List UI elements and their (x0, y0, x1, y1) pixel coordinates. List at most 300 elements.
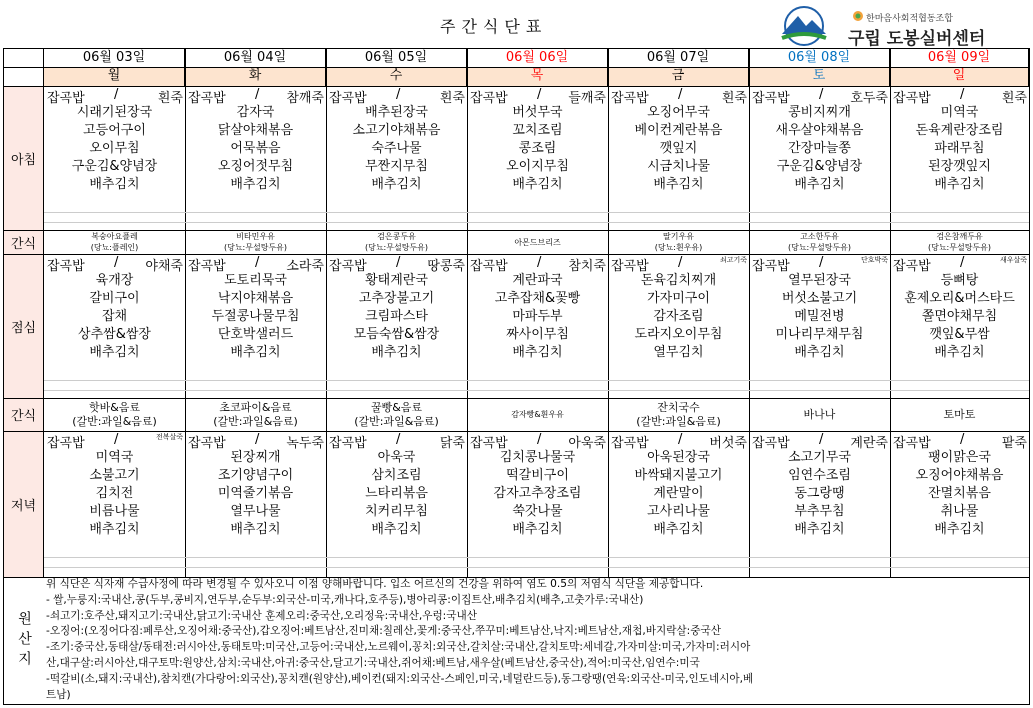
snack-note: (당뇨:무설탕두유) (787, 243, 852, 252)
row-divider (4, 86, 1029, 87)
rice-label: 잡곡밥 (470, 259, 508, 274)
dish-item: 배추김치 (512, 345, 563, 360)
dish-item: 임연수조림 (788, 468, 851, 483)
dish-item: 고등어구이 (83, 123, 146, 138)
dish-item: 잔멸치볶음 (928, 486, 991, 501)
snack-name: 아몬드브리즈 (514, 237, 561, 247)
dish-item: 조기양념구이 (217, 468, 294, 483)
rice-label: 잡곡밥 (47, 259, 85, 274)
lunch-menu-cell (185, 254, 326, 362)
snack-name: 고소한두유 (800, 232, 839, 241)
porridge-label: 계란죽 (850, 436, 888, 451)
dinner-rice-line (890, 431, 1029, 449)
porridge-label: 팥죽 (1001, 436, 1027, 451)
dish-item: 배추김치 (89, 345, 140, 360)
weekday-cell: 일 (890, 67, 1029, 86)
dish-item: 김치콩나물국 (499, 450, 576, 465)
rice-label: 잡곡밥 (752, 91, 790, 106)
dinner-menu-cell (608, 431, 749, 539)
dish-item: 배추김치 (230, 345, 281, 360)
rice-label: 잡곡밥 (329, 91, 367, 106)
porridge-label: 녹두죽 (286, 436, 324, 451)
dish-item: 오징어무국 (647, 105, 710, 120)
dish-item: 꼬치조림 (512, 123, 563, 138)
coop-logo-icon (852, 10, 864, 22)
snack2-label: 간식 (4, 398, 44, 431)
dish-item: 돈육계란장조림 (915, 123, 1004, 138)
separator: / (396, 255, 401, 270)
dish-item: 시래기된장국 (76, 105, 153, 120)
snack-name: 핫바&음료 (88, 400, 141, 414)
dish-item: 콩비지찌개 (788, 105, 851, 120)
porridge-label: 흰죽 (721, 91, 747, 106)
snack2-cell (467, 398, 608, 431)
rice-label: 잡곡밥 (611, 259, 649, 274)
faint-divider (44, 212, 1030, 213)
dish-item: 소불고기 (89, 468, 140, 483)
porridge-label: 흰죽 (157, 91, 183, 106)
dish-item: 갈비구이 (89, 291, 140, 306)
snack-name: 검은참깨두유 (936, 232, 983, 241)
snack1-cell (890, 230, 1029, 254)
dish-item: 메밀전병 (794, 309, 845, 324)
dish-item: 배추김치 (89, 177, 140, 192)
dish-item: 쑥갓나물 (512, 504, 563, 519)
dish-item: 도토리묵국 (224, 273, 287, 288)
dish-item: 계란말이 (653, 486, 704, 501)
dish-item: 닭살야채볶음 (217, 123, 294, 138)
snack-name: 바나나 (803, 407, 836, 421)
snack2-cell (890, 398, 1029, 431)
date-cell: 06월 03일 (44, 49, 185, 67)
porridge-label: 야채죽 (145, 259, 183, 274)
dinner-menu-cell (749, 431, 890, 539)
dish-item: 버섯소불고기 (781, 291, 858, 306)
separator: / (396, 87, 401, 102)
rice-label: 잡곡밥 (893, 91, 931, 106)
dish-item: 동그랑땡 (794, 486, 845, 501)
snack-note: (갈반:과일&음료) (354, 414, 439, 428)
dish-item: 오징어젓무침 (217, 159, 294, 174)
dish-item: 미역줄기볶음 (217, 486, 294, 501)
snack-name: 감자빵&흰우유 (511, 410, 564, 419)
logo (772, 4, 1032, 49)
separator: / (255, 432, 260, 447)
dish-item: 치커리무침 (365, 504, 428, 519)
dish-item: 모듬숙쌈&쌈장 (353, 327, 440, 342)
separator: / (255, 87, 260, 102)
dinner-menu-cell (326, 431, 467, 539)
rice-label: 잡곡밥 (47, 436, 85, 451)
lunch-rice-line (44, 254, 185, 272)
row-divider (4, 230, 1029, 231)
rice-label: 잡곡밥 (752, 259, 790, 274)
column-divider (608, 49, 609, 577)
origin-body (46, 577, 1026, 703)
dinner-rice-line (749, 431, 890, 449)
snack2-cell (749, 398, 890, 431)
dish-item: 팽이맑은국 (928, 450, 991, 465)
rice-label: 잡곡밥 (611, 91, 649, 106)
dish-item: 간장마늘쫑 (788, 141, 851, 156)
separator: / (960, 432, 965, 447)
separator: / (537, 432, 542, 447)
origin-line: -조기:중국산,동태살/동태전:러시아산,동태토막:미국산,고등어:국내산,노르웨이,꽁치:외국산,갈치살:국내산,갈치토막:세네갈,가자미살:미국,가자미:러시아 (46, 641, 751, 654)
dish-item: 상추쌈&쌈장 (78, 327, 151, 342)
dish-item: 배추김치 (512, 522, 563, 537)
dish-item: 열무나물 (230, 504, 281, 519)
dish-item: 배추김치 (653, 522, 704, 537)
weekday-cell: 토 (749, 67, 890, 86)
dish-item: 쫄면야채무침 (921, 309, 998, 324)
separator: / (114, 255, 119, 270)
dish-item: 김치전 (95, 486, 134, 501)
dish-item: 배추김치 (934, 522, 985, 537)
dish-item: 육개장 (95, 273, 134, 288)
separator: / (819, 87, 824, 102)
dish-item: 배추김치 (371, 177, 422, 192)
dish-item: 구운김&양념장 (776, 159, 863, 174)
center-name: 구립 도봉실버센터 (848, 29, 986, 49)
separator: / (678, 255, 683, 270)
dish-item: 마파두부 (512, 309, 563, 324)
rice-label: 잡곡밥 (893, 436, 931, 451)
dish-item: 비름나물 (89, 504, 140, 519)
dish-item: 감자고추장조림 (493, 486, 582, 501)
dish-item: 배추김치 (371, 345, 422, 360)
dish-item: 가자미구이 (647, 291, 710, 306)
dinner-rice-line (185, 431, 326, 449)
separator: / (114, 87, 119, 102)
rice-label: 잡곡밥 (752, 436, 790, 451)
porridge-label: 호두죽 (850, 91, 888, 106)
dish-item: 바싹돼지불고기 (634, 468, 723, 483)
dish-item: 미역국 (95, 450, 134, 465)
snack-note: (당뇨:무설탕두유) (364, 243, 429, 252)
snack-name: 비타민우유 (236, 232, 275, 241)
column-divider (890, 49, 891, 577)
lunch-menu-cell (44, 254, 185, 362)
dish-item: 배추김치 (653, 177, 704, 192)
rice-label: 잡곡밥 (611, 436, 649, 451)
lunch-rice-line (608, 254, 749, 272)
faint-divider (44, 390, 1030, 391)
separator: / (537, 255, 542, 270)
weekday-cell: 금 (608, 67, 749, 86)
snack-note: (갈반:과일&음료) (213, 414, 298, 428)
origin-line: -오징어:(오징어다짐:페루산,오징어채:중국산),갑오징어:베트남산,진미채:칠레산,꽃게:중국산,쭈꾸미:베트남산,낙지:베트남산,재첩,바지락살:중국산 (46, 625, 721, 638)
snack-name: 잔치국수 (657, 400, 700, 414)
dish-item: 짜사이무침 (506, 327, 569, 342)
breakfast-menu-cell (185, 86, 326, 194)
dish-item: 돈육김치찌개 (640, 273, 717, 288)
snack-note: (당뇨:무설탕두유) (223, 243, 288, 252)
porridge-label: 땅콩죽 (427, 259, 465, 274)
dish-item: 삼치조림 (371, 468, 422, 483)
snack1-label: 간식 (4, 230, 44, 254)
weekday-cell: 화 (185, 67, 326, 86)
dish-item: 고추장불고기 (358, 291, 435, 306)
weekday-row (44, 67, 1030, 86)
snack-name: 꿀빵&음료 (370, 400, 423, 414)
dish-item: 콩조림 (518, 141, 557, 156)
porridge-label: 참치죽 (568, 259, 606, 274)
lunch-rice-line (467, 254, 608, 272)
dinner-rice-line (467, 431, 608, 449)
dish-item: 아욱국 (377, 450, 416, 465)
rice-label: 잡곡밥 (188, 259, 226, 274)
dinner-label: 저녁 (4, 431, 44, 577)
breakfast-menu-cell (749, 86, 890, 194)
breakfast-menu-cell (467, 86, 608, 194)
weekday-cell: 목 (467, 67, 608, 86)
dish-item: 잡채 (101, 309, 128, 324)
snack1-cell (326, 230, 467, 254)
snack1-cell (467, 230, 608, 254)
snack-name: 검은콩두유 (377, 232, 416, 241)
dish-item: 된장찌개 (230, 450, 281, 465)
dish-item: 떡갈비구이 (506, 468, 569, 483)
dish-item: 버섯무국 (512, 105, 563, 120)
dish-item: 배추김치 (934, 345, 985, 360)
separator: / (960, 255, 965, 270)
origin-notes (4, 577, 1029, 704)
mountain-logo-icon (774, 6, 834, 46)
breakfast-rice-line (185, 86, 326, 104)
breakfast-label: 아침 (4, 86, 44, 230)
weekday-cell: 수 (326, 67, 467, 86)
dish-item: 구운김&양념장 (71, 159, 158, 174)
column-divider (326, 49, 327, 577)
dish-item: 감자조림 (653, 309, 704, 324)
lunch-menu-cell (749, 254, 890, 362)
dish-item: 계란파국 (512, 273, 563, 288)
separator: / (678, 432, 683, 447)
porridge-label: 아욱죽 (568, 436, 606, 451)
origin-line: - 쌀,누룽지:국내산,콩(두부,콩비지,연두부,순두부:외국산-미국,캐나다,호주등),병아리콩:이집트산,배추김치(배추,고춧가루:국내산) (46, 593, 644, 606)
breakfast-rice-line (467, 86, 608, 104)
faint-divider (44, 380, 1030, 381)
snack-note: (갈반:과일&음료) (72, 414, 157, 428)
lunch-menu-cell (608, 254, 749, 362)
rice-label: 잡곡밥 (47, 91, 85, 106)
dish-item: 소고기야채볶음 (352, 123, 441, 138)
snack-name: 딸기우유 (663, 232, 694, 241)
snack1-cell (749, 230, 890, 254)
rice-label: 잡곡밥 (329, 259, 367, 274)
dish-item: 숙주나물 (371, 141, 422, 156)
porridge-label: 단호박죽 (860, 256, 888, 264)
breakfast-rice-line (608, 86, 749, 104)
breakfast-menu-cell (608, 86, 749, 194)
origin-label: 원산지 (16, 610, 32, 671)
dish-item: 고추잡채&꽃빵 (494, 291, 581, 306)
separator: / (396, 432, 401, 447)
origin-line: 트남) (46, 688, 71, 701)
faint-divider (44, 567, 1030, 568)
dish-item: 부추무침 (794, 504, 845, 519)
column-divider (749, 49, 750, 577)
dish-item: 오이무침 (89, 141, 140, 156)
snack1-cell (185, 230, 326, 254)
date-cell: 06월 07일 (608, 49, 749, 67)
date-cell: 06월 04일 (185, 49, 326, 67)
porridge-label: 참깨죽 (286, 91, 324, 106)
date-cell: 06월 06일 (467, 49, 608, 67)
dish-item: 열무김치 (653, 345, 704, 360)
row-divider (4, 398, 1029, 399)
dish-item: 배추김치 (230, 522, 281, 537)
dinner-rice-line (608, 431, 749, 449)
dish-item: 배추김치 (794, 345, 845, 360)
dinner-rice-line (44, 431, 185, 449)
column-divider (185, 49, 186, 577)
lunch-rice-line (185, 254, 326, 272)
date-cell: 06월 09일 (890, 49, 1029, 67)
breakfast-rice-line (890, 86, 1029, 104)
page-title: 주간식단표 (440, 17, 548, 36)
separator: / (114, 432, 119, 447)
origin-line: -떡갈비(소,돼지:국내산),참치캔(가다랑어:외국산),꽁치캔(원양산),베이컨(돼지:외국산-스페인,미국,네덜란드등),동그랑땡(연육:외국산-미국,인도네시아,베 (46, 672, 754, 685)
menu-table (3, 48, 1030, 705)
porridge-label: 닭죽 (439, 436, 465, 451)
dinner-menu-cell (185, 431, 326, 539)
rice-label: 잡곡밥 (329, 436, 367, 451)
dish-item: 오이지무침 (506, 159, 569, 174)
dish-item: 배추김치 (512, 177, 563, 192)
breakfast-rice-line (326, 86, 467, 104)
dish-item: 미역국 (940, 105, 979, 120)
porridge-label: 버섯죽 (709, 436, 747, 451)
org-name: 한마음사회적협동조합 (866, 14, 953, 24)
separator: / (678, 87, 683, 102)
separator: / (819, 432, 824, 447)
separator: / (255, 255, 260, 270)
dish-item: 된장깻잎지 (928, 159, 991, 174)
dish-item: 황태계란국 (365, 273, 428, 288)
dish-item: 아욱된장국 (647, 450, 710, 465)
lunch-menu-cell (326, 254, 467, 362)
lunch-menu-cell (467, 254, 608, 362)
rice-label: 잡곡밥 (188, 91, 226, 106)
breakfast-menu-cell (326, 86, 467, 194)
snack-note: (갈반:과일&음료) (636, 414, 721, 428)
dish-item: 깻잎지 (659, 141, 698, 156)
rice-label: 잡곡밥 (470, 436, 508, 451)
breakfast-menu-cell (44, 86, 185, 194)
dish-item: 무짠지무침 (365, 159, 428, 174)
dish-item: 베이컨계란볶음 (634, 123, 723, 138)
lunch-label: 점심 (4, 254, 44, 398)
snack-note: (당뇨:플레인) (90, 243, 139, 252)
dish-item: 두절콩나물무침 (211, 309, 300, 324)
porridge-label: 소라죽 (286, 259, 324, 274)
snack2-cell (326, 398, 467, 431)
date-cell: 06월 08일 (749, 49, 890, 67)
snack-note: (당뇨:무설탕두유) (927, 243, 992, 252)
porridge-label: 새우살죽 (999, 256, 1027, 264)
header (0, 0, 1033, 48)
separator: / (819, 255, 824, 270)
separator: / (537, 87, 542, 102)
dinner-menu-cell (467, 431, 608, 539)
row-divider (4, 431, 1029, 432)
snack2-cell (185, 398, 326, 431)
lunch-rice-line (890, 254, 1029, 272)
dish-item: 고사리나물 (647, 504, 710, 519)
date-cell: 06월 05일 (326, 49, 467, 67)
breakfast-rice-line (44, 86, 185, 104)
dish-item: 파래무침 (934, 141, 985, 156)
dinner-menu-cell (890, 431, 1029, 539)
dish-item: 단호박샐러드 (217, 327, 294, 342)
lunch-rice-line (326, 254, 467, 272)
dinner-menu-cell (44, 431, 185, 539)
separator: / (960, 87, 965, 102)
origin-line: 위 식단은 식자재 수급사정에 따라 변경될 수 있사오니 이점 양해바랍니다. 입소 어르신의 건강을 위하여 염도 0.5의 저염식 식단을 제공합니다. (46, 578, 704, 590)
faint-divider (44, 557, 1030, 558)
weekday-cell: 월 (44, 67, 185, 86)
dish-item: 미나리무채무침 (775, 327, 864, 342)
date-row (44, 49, 1030, 67)
rice-label: 잡곡밥 (893, 259, 931, 274)
dish-item: 낙지야채볶음 (217, 291, 294, 306)
snack-name: 복숭아요플레 (91, 232, 138, 241)
lunch-rice-line (749, 254, 890, 272)
dish-item: 배추김치 (371, 522, 422, 537)
snack2-cell (44, 398, 185, 431)
snack-name: 초코파이&음료 (219, 400, 292, 414)
dish-item: 배추김치 (934, 177, 985, 192)
snack2-cell (608, 398, 749, 431)
porridge-label: 전복살죽 (155, 433, 183, 441)
dish-item: 어묵볶음 (230, 141, 281, 156)
dish-item: 훈제오리&머스타드 (904, 291, 1015, 306)
origin-line: 산,대구살:러시아산,대구토막:원양산,삼치:국내산,아귀:중국산,달고기:국내산,쥐어채:베트남,새우살(베트남산,중국산),적어:미국산,임연수:미국 (46, 656, 700, 669)
column-divider (467, 49, 468, 577)
dish-item: 시금치나물 (647, 159, 710, 174)
snack-name: 토마토 (943, 407, 976, 421)
dish-item: 취나물 (940, 504, 979, 519)
dish-item: 느타리볶음 (365, 486, 428, 501)
breakfast-menu-cell (890, 86, 1029, 194)
dish-item: 새우살야채볶음 (775, 123, 864, 138)
dish-item: 깻잎&무쌈 (929, 327, 990, 342)
porridge-label: 흰죽 (1001, 91, 1027, 106)
faint-divider (44, 222, 1030, 223)
dish-item: 오징어야채볶음 (915, 468, 1004, 483)
dish-item: 열무된장국 (788, 273, 851, 288)
dish-item: 도라지오이무침 (634, 327, 723, 342)
snack1-cell (44, 230, 185, 254)
dinner-rice-line (326, 431, 467, 449)
rice-label: 잡곡밥 (470, 91, 508, 106)
dish-item: 배추김치 (89, 522, 140, 537)
porridge-label: 들깨죽 (568, 91, 606, 106)
snack-note: (당뇨:흰우유) (654, 243, 703, 252)
row-divider (4, 254, 1029, 255)
dish-item: 소고기무국 (788, 450, 851, 465)
porridge-label: 흰죽 (439, 91, 465, 106)
dish-item: 감자국 (236, 105, 275, 120)
dish-item: 배추김치 (794, 177, 845, 192)
dish-item: 등뼈탕 (940, 273, 979, 288)
rice-label: 잡곡밥 (188, 436, 226, 451)
dish-item: 배추된장국 (365, 105, 428, 120)
row-divider (4, 67, 1029, 68)
snack1-cell (608, 230, 749, 254)
breakfast-rice-line (749, 86, 890, 104)
